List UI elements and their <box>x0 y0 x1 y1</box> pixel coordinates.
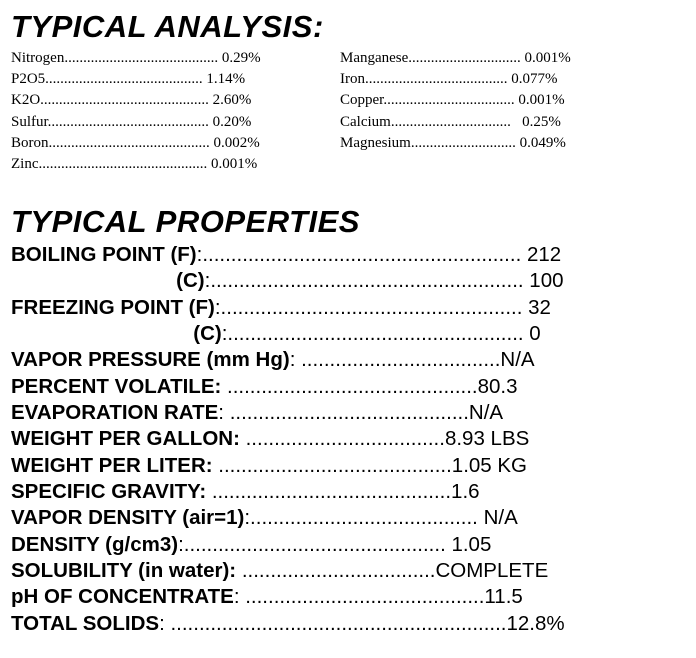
analysis-row-zinc: Zinc............................................. 0.001% <box>11 156 258 172</box>
property-value: ..........................................1.6 <box>206 480 480 503</box>
property-label: VAPOR PRESSURE (mm Hg) <box>11 348 290 371</box>
property-label: TOTAL SOLIDS <box>11 612 160 635</box>
property-weight-per-liter <box>11 454 527 477</box>
analysis-row-k2o: K2O............................................. 2.60% <box>11 92 252 108</box>
property-value: : ..........................................11.5 <box>233 585 523 608</box>
property-total-solids <box>11 612 565 635</box>
property-value: :........................................ N/A <box>244 506 518 529</box>
property-vapor-pressure <box>11 348 535 371</box>
property-evaporation-rate <box>11 401 503 424</box>
property-boiling-point-f <box>11 243 561 266</box>
analysis-row-magnesium: Magnesium............................ 0.049% <box>340 135 566 151</box>
property-value: :.................................................... 0 <box>221 322 541 345</box>
property-weight-per-gallon <box>11 427 529 450</box>
property-value: : ...........................................................12.8% <box>159 612 565 635</box>
analysis-row-copper: Copper................................... 0.001% <box>340 92 565 108</box>
property-boiling-point-c <box>11 269 564 292</box>
property-value: : ..........................................N/A <box>218 401 504 424</box>
property-value: :....................................................... 100 <box>204 269 564 292</box>
property-value: .........................................1.05 KG <box>212 454 528 477</box>
typical-properties-heading: TYPICAL PROPERTIES <box>11 204 360 239</box>
analysis-row-calcium: Calcium................................ 0.25% <box>340 114 561 130</box>
property-label: SOLUBILITY (in water): <box>11 559 237 582</box>
property-label: PERCENT VOLATILE: <box>11 375 222 398</box>
analysis-row-iron: Iron...................................... 0.077% <box>340 71 558 87</box>
property-density <box>11 533 491 556</box>
property-freezing-point-f <box>11 296 551 319</box>
property-label: WEIGHT PER GALLON: <box>11 427 240 450</box>
property-value: :........................................................ 212 <box>196 243 562 266</box>
property-label: FREEZING POINT (F) <box>11 296 215 319</box>
property-label: BOILING POINT (F) <box>11 243 197 266</box>
property-ph-of-concentrate <box>11 585 523 608</box>
analysis-row-boron: Boron........................................... 0.002% <box>11 135 260 151</box>
property-label: (C) <box>11 269 205 292</box>
property-solubility <box>11 559 548 582</box>
property-freezing-point-c <box>11 322 541 345</box>
property-value: ............................................80.3 <box>221 375 518 398</box>
property-value: :..................................................... 32 <box>214 296 551 319</box>
property-label: WEIGHT PER LITER: <box>11 454 213 477</box>
analysis-row-p2o5: P2O5.......................................... 1.14% <box>11 71 246 87</box>
analysis-row-nitrogen: Nitrogen......................................... 0.29% <box>11 50 261 66</box>
property-label: EVAPORATION RATE <box>11 401 219 424</box>
property-label: (C) <box>11 322 222 345</box>
property-label: DENSITY (g/cm3) <box>11 533 179 556</box>
property-value: ..................................COMPLETE <box>236 559 549 582</box>
property-label: pH OF CONCENTRATE <box>11 585 234 608</box>
property-label: VAPOR DENSITY (air=1) <box>11 506 245 529</box>
property-value: :.............................................. 1.05 <box>178 533 492 556</box>
analysis-row-manganese: Manganese.............................. 0.001% <box>340 50 571 66</box>
property-value: : ...................................N/A <box>289 348 535 371</box>
property-percent-volatile <box>11 375 518 398</box>
analysis-row-sulfur: Sulfur........................................... 0.20% <box>11 114 252 130</box>
property-specific-gravity <box>11 480 480 503</box>
typical-analysis-heading: TYPICAL ANALYSIS: <box>11 9 324 44</box>
property-vapor-density <box>11 506 518 529</box>
property-label: SPECIFIC GRAVITY: <box>11 480 207 503</box>
property-value: ...................................8.93 LBS <box>239 427 530 450</box>
